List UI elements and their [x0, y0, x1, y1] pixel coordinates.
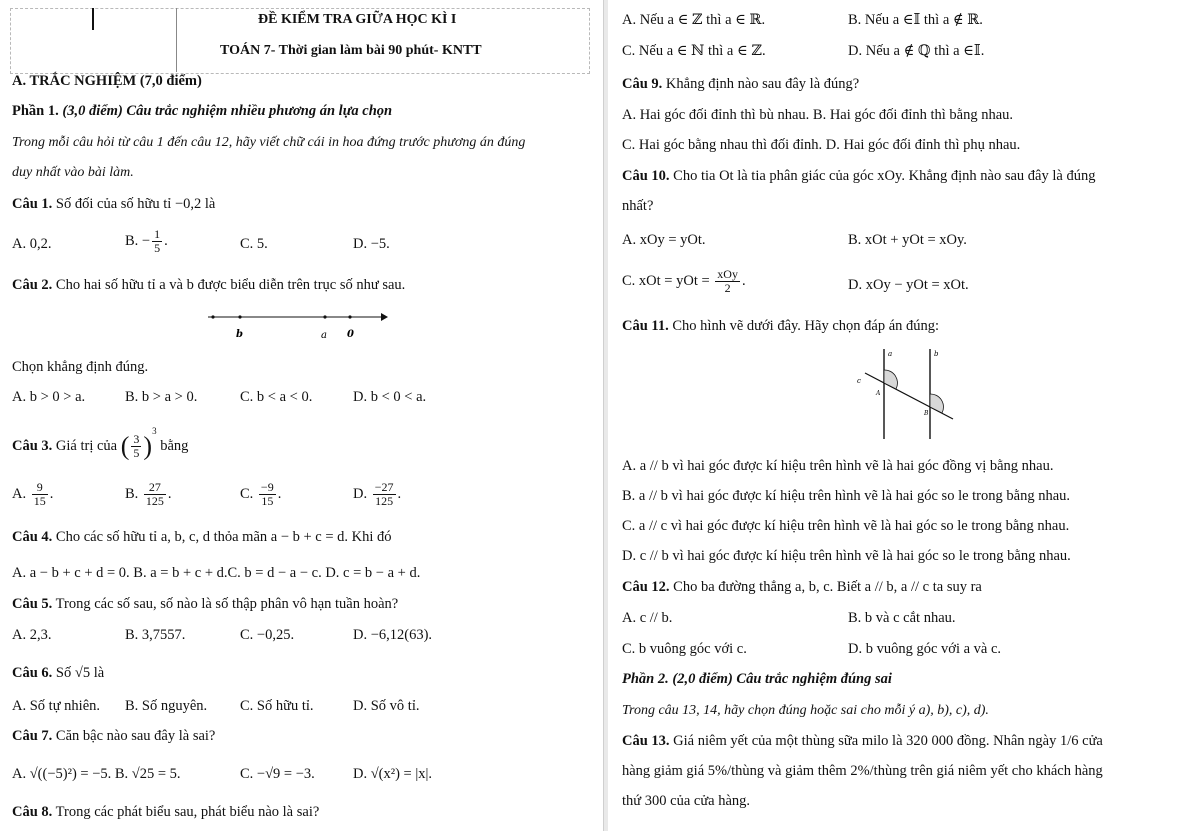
q5-option-b: B. 3,7557. [125, 627, 186, 643]
question-1 [12, 195, 215, 213]
q3-a-num: 9 [32, 481, 48, 495]
q2-prompt: Chọn khẳng định đúng. [12, 359, 149, 375]
q13-label: Câu 13. [622, 733, 670, 749]
q3-b-num: 27 [144, 481, 166, 495]
q1-b-prefix: B. − [125, 232, 151, 249]
axis-label-b: b [236, 329, 243, 340]
q3-b-letter: B. [125, 485, 139, 502]
q9-options-cd: C. Hai góc bằng nhau thì đối đỉnh. D. Hai góc đối đỉnh thì phụ nhau. [622, 137, 1021, 153]
q7-options-ab: A. √((−5)²) = −5. B. √25 = 5. [12, 766, 181, 782]
q5-option-c: C. −0,25. [240, 627, 295, 643]
part1-title: (3,0 điểm) Câu trắc nghiệm nhiều phương án lựa chọn [62, 103, 393, 119]
part2-title: (2,0 điểm) Câu trắc nghiệm đúng sai [672, 671, 892, 687]
part2-label: Phần 2. [622, 671, 669, 687]
question-11 [622, 317, 939, 335]
q12-option-a: A. c // b. [622, 610, 673, 626]
q1-b-den: 5 [154, 241, 161, 255]
number-line [205, 308, 390, 342]
q10-c-den: 2 [724, 281, 731, 295]
part1-heading [12, 102, 392, 120]
q4-label: Câu 4. [12, 529, 53, 545]
exam-title: ĐỀ KIỂM TRA GIỮA HỌC KÌ I [258, 12, 457, 27]
question-12 [622, 578, 982, 596]
q10-option-b: B. xOt + yOt = xOy. [848, 232, 967, 248]
q10-c-num: xOy [717, 267, 738, 281]
q3-base-num: 3 [133, 432, 140, 446]
axis-label-a: a [321, 330, 327, 341]
q1-option-b: B. − $\frac{1}{5}$ . [125, 227, 168, 255]
q7-text: Căn bậc nào sau đây là sai? [55, 728, 216, 744]
figure-label-b: b [934, 350, 939, 358]
q11-text: Cho hình vẽ dưới đây. Hãy chọn đáp án đúng: [672, 318, 940, 334]
part1-label: Phần 1. [12, 103, 59, 119]
q5-label: Câu 5. [12, 596, 53, 612]
q3-option-d: D. $\frac{-27}{125}$ . [353, 480, 402, 508]
q3-option-a: A. $\frac{9}{15}$ . [12, 480, 54, 508]
q3-text-post: bằng [160, 437, 189, 454]
q12-option-c: C. b vuông góc với c. [622, 641, 747, 657]
q2-option-c: C. b < a < 0. [240, 389, 313, 405]
part1-instruction-line1: Trong mỗi câu hỏi từ câu 1 đến câu 12, hãy viết chữ cái in hoa đứng trước phương án đúng [12, 135, 526, 150]
q3-d-letter: D. [353, 485, 368, 502]
q3-label: Câu 3. [12, 437, 53, 454]
q1-text: Số đối của số hữu tỉ −0,2 là [55, 196, 216, 212]
q3-exponent: 3 [152, 426, 157, 436]
question-6 [12, 664, 104, 682]
q8-option-d: D. Nếu a ∉ ℚ thì a ∈𝕀. [848, 43, 985, 59]
question-13 [622, 732, 1103, 750]
q10-c-prefix: C. xOt = yOt = [622, 272, 710, 289]
q3-d-num: −27 [374, 480, 394, 494]
q1-option-c: C. 5. [240, 236, 268, 252]
q1-b-num: 1 [154, 227, 161, 241]
q11-option-c: C. a // c vì hai góc được kí hiệu trên hình vẽ là hai góc so le trong bằng nhau. [622, 518, 1070, 534]
q11-option-b: B. a // b vì hai góc được kí hiệu trên hình vẽ là hai góc so le trong bằng nhau. [622, 488, 1071, 504]
q12-label: Câu 12. [622, 579, 670, 595]
q8-option-b: B. Nếu a ∈𝕀 thì a ∉ ℝ. [848, 12, 983, 28]
q3-option-c: C. $\frac{-9}{15}$ . [240, 480, 282, 508]
q10-c-fraction [715, 268, 740, 295]
q6-text: Số √5 là [55, 665, 105, 681]
question-8 [12, 803, 319, 821]
q10-text: Cho tia Ot là tia phân giác của góc xOy. Khẳng định nào sau đây là đúng [673, 168, 1096, 184]
part1-instruction-line2: duy nhất vào bài làm. [12, 165, 134, 180]
q7-option-c: C. −√9 = −3. [240, 766, 315, 782]
q13-line2: hàng giảm giá 5%/thùng và giảm thêm 2%/thùng trên giá niêm yết cho khách hàng [622, 763, 1103, 779]
q8-text: Trong các phát biểu sau, phát biểu nào là sai? [55, 804, 320, 820]
q8-label: Câu 8. [12, 804, 53, 820]
q10-option-a: A. xOy = yOt. [622, 232, 706, 248]
question-3: Câu 3. Giá trị của ( $\frac{3}{5}$ )$^3$ bằng [12, 426, 189, 461]
q11-option-a: A. a // b vì hai góc được kí hiệu trên hình vẽ là hai góc đồng vị bằng nhau. [622, 458, 1054, 474]
q3-c-den: 15 [261, 494, 274, 508]
q5-text: Trong các số sau, số nào là số thập phân vô hạn tuần hoàn? [55, 596, 399, 612]
exam-subtitle: TOÁN 7- Thời gian làm bài 90 phút- KNTT [220, 43, 482, 58]
q5-option-d: D. −6,12(63). [353, 627, 433, 643]
figure-point-B: B [924, 410, 929, 417]
figure-point-A: A [876, 390, 881, 397]
q8-option-c: C. Nếu a ∈ ℕ thì a ∈ ℤ. [622, 43, 766, 59]
q12-option-b: B. b và c cắt nhau. [848, 610, 956, 626]
q13-line1: Giá niêm yết của một thùng sữa milo là 320 000 đồng. Nhân ngày 1/6 cửa [673, 733, 1103, 749]
q3-base-fraction [131, 433, 141, 460]
q3-base-den: 5 [133, 446, 140, 460]
part2-heading [622, 670, 892, 688]
question-2 [12, 276, 405, 294]
q11-option-d: D. c // b vì hai góc được kí hiệu trên hình vẽ là hai góc so le trong bằng nhau. [622, 548, 1071, 564]
q8-option-a: A. Nếu a ∈ ℤ thì a ∈ ℝ. [622, 12, 766, 28]
q2-option-d: D. b < 0 < a. [353, 389, 427, 405]
q3-c-num: −9 [260, 480, 274, 494]
q13-line3: thứ 300 của cửa hàng. [622, 793, 751, 809]
q3-d-den: 125 [375, 494, 394, 508]
q6-option-b: B. Số nguyên. [125, 698, 208, 714]
q4-text: Cho các số hữu tỉ a, b, c, d thỏa mãn a − b + c = d. Khi đó [55, 529, 392, 545]
part2-instruction: Trong câu 13, 14, hãy chọn đúng hoặc sai cho mỗi ý a), b), c), d). [622, 703, 989, 718]
header-divider [176, 8, 177, 72]
q9-options-ab: A. Hai góc đối đỉnh thì bù nhau. B. Hai góc đối đỉnh thì bằng nhau. [622, 107, 1014, 123]
question-9 [622, 75, 859, 93]
q10-text-continued: nhất? [622, 198, 654, 214]
q6-option-d: D. Số vô tỉ. [353, 698, 420, 714]
q10-label: Câu 10. [622, 168, 670, 184]
q1-label: Câu 1. [12, 196, 53, 212]
q11-label: Câu 11. [622, 318, 669, 334]
question-10 [622, 167, 1095, 185]
q3-a-den: 15 [33, 494, 46, 508]
parallel-lines-figure [843, 343, 958, 443]
figure-label-a: a [888, 350, 893, 358]
q2-option-a: A. b > 0 > a. [12, 389, 86, 405]
q12-text: Cho ba đường thẳng a, b, c. Biết a // b, a // c ta suy ra [673, 579, 982, 595]
question-7 [12, 727, 215, 745]
question-5 [12, 595, 398, 613]
q9-text: Khẳng định nào sau đây là đúng? [665, 76, 860, 92]
q2-option-b: B. b > a > 0. [125, 389, 198, 405]
q1-option-d: D. −5. [353, 236, 390, 252]
axis-label-zero: 0 [347, 329, 354, 340]
q6-option-a: A. Số tự nhiên. [12, 698, 101, 714]
q2-text: Cho hai số hữu tỉ a và b được biểu diễn trên trục số như sau. [55, 277, 406, 293]
q6-label: Câu 6. [12, 665, 53, 681]
right-page [608, 0, 1204, 831]
q5-option-a: A. 2,3. [12, 627, 52, 643]
q10-option-d: D. xOy − yOt = xOt. [848, 277, 969, 293]
q3-a-letter: A. [12, 485, 27, 502]
text-cursor [92, 8, 94, 30]
q1-option-a: A. 0,2. [12, 236, 52, 252]
question-4 [12, 528, 392, 546]
q3-c-letter: C. [240, 485, 254, 502]
q12-option-d: D. b vuông góc với a và c. [848, 641, 1002, 657]
q2-label: Câu 2. [12, 277, 53, 293]
q7-option-d: D. √(x²) = |x|. [353, 766, 433, 782]
q3-option-b: B. $\frac{27}{125}$ . [125, 480, 172, 508]
q3-text-pre: Giá trị của [55, 437, 118, 454]
figure-label-c: c [857, 377, 861, 385]
q4-options: A. a − b + c + d = 0. B. a = b + c + d.C. b = d − a − c. D. c = b − a + d. [12, 565, 421, 581]
section-a-heading: A. TRẮC NGHIỆM (7,0 điểm) [12, 73, 202, 89]
q7-label: Câu 7. [12, 728, 53, 744]
q6-option-c: C. Số hữu tỉ. [240, 698, 314, 714]
q9-label: Câu 9. [622, 76, 663, 92]
q10-option-c: C. xOt = yOt = $\frac{\text{xOy}}{2}$ . [622, 267, 746, 295]
q1-b-fraction [152, 228, 162, 255]
q3-b-den: 125 [145, 494, 164, 508]
